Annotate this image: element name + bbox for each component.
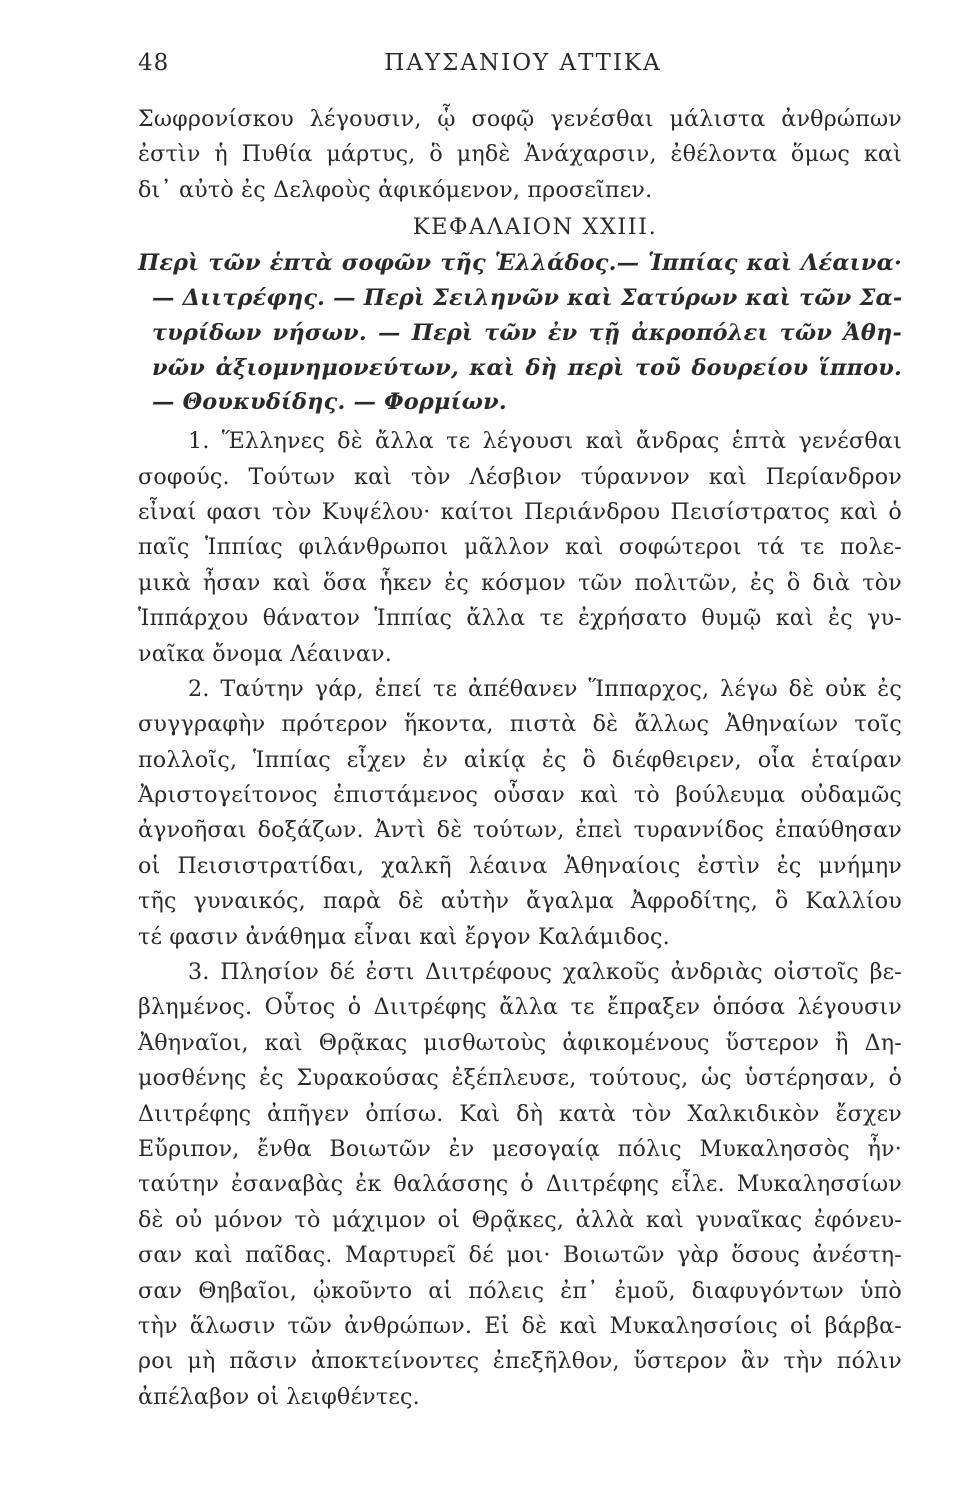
text-line: Ἀριστογείτονος ἐπιστάμενος οὖσαν καὶ τὸ βούλευμα οὐδαμῶς [138,782,902,809]
text-line: Διιτρέφης ἀπῆγεν ὀπίσω. Καὶ δὴ κατὰ τὸν Χαλκιδικὸν ἔσχεν [138,1100,902,1127]
text-line: 3. Πλησίον δέ ἐστι Διιτρέφους χαλκοῦς ἀνδριὰς οἰστοῖς βε- [188,959,902,986]
summary-line: — Διιτρέφης. — Περὶ Σειληνῶν καὶ Σατύρων καὶ τῶν Σα- [152,284,903,311]
text-line: 1. Ἕλληνες δὲ ἄλλα τε λέγουσι καὶ ἄνδρας ἑπτὰ γενέσθαι [188,428,902,455]
paragraph-2 [138,672,902,955]
text-line: Σωφρονίσκου λέγουσιν, ᾧ σοφῷ γενέσθαι μάλιστα ἀνθρώπων [138,106,902,132]
text-line: ἀγνοῆσαι δοξάζων. Ἀντὶ δὲ τούτων, ἐπεὶ τυραννίδος ἐπαύθησαν [138,817,902,844]
text-line: 2. Ταύτην γάρ, ἐπεί τε ἀπέθανεν Ἵππαρχος, λέγω δὲ οὐκ ἐς [188,675,902,702]
text-line: ἐστὶν ἡ Πυθία μάρτυς, ὃ μηδὲ Ἀνάχαρσιν, ἐθέλοντα ὅμως καὶ [138,141,902,168]
paragraph-1 [138,424,902,672]
text-line: δι᾽ αὐτὸ ἐς Δελφοὺς ἀφικόμενον, προσεῖπεν. [138,176,653,203]
text-line: μοσθένης ἐς Συρακούσας ἐξέπλευσε, τούτους, ὡς ὑστέρησαν, ὁ [138,1065,902,1092]
text-line: τὴν ἅλωσιν τῶν ἀνθρώπων. Εἰ δὲ καὶ Μυκαλησσίοις οἱ βάρβα- [138,1312,902,1339]
body-text [138,102,902,1415]
text-line: μικὰ ἦσαν καὶ ὅσα ἧκεν ἐς κόσμον τῶν πολιτῶν, ἐς ὃ διὰ τὸν [138,569,902,596]
summary-line: τυρίδων νήσων. — Περὶ τῶν ἐν τῇ ἀκροπόλει τῶν Ἀθη- [152,319,902,346]
text-line: εἶναί φασι τὸν Κυψέλου· καίτοι Περιάνδρου Πεισίστρατος καὶ ὁ [138,498,902,525]
chapter-heading: ΚΕΦΑΛΑΙΟΝ XXIII. [412,214,658,241]
chapter-summary [138,246,902,420]
text-line: τῆς γυναικός, παρὰ δὲ αὐτὴν ἄγαλμα Ἀφροδίτης, ὃ Καλλίου [138,888,902,915]
text-line: σοφούς. Τούτων καὶ τὸν Λέσβιον τύραννον καὶ Περίανδρον [138,463,902,490]
text-line: πολλοῖς, Ἱππίας εἶχεν ἐν αἰκίᾳ ἐς ὃ διέφθειρεν, οἷα ἑταίραν [138,746,902,773]
summary-line: Περὶ τῶν ἑπτὰ σοφῶν τῆς Ἑλλάδος.— Ἱππίας καὶ Λέαινα· [138,250,902,277]
page-number: 48 [138,50,170,76]
text-line: σαν Θηβαῖοι, ᾠκοῦντο αἱ πόλεις ἐπ᾽ ἐμοῦ, διαφυγόντων ὑπὸ [138,1277,902,1304]
text-line: ναῖκα ὄνομα Λέαιναν. [138,640,392,667]
text-line: συγγραφὴν πρότερον ἥκοντα, πιστὰ δὲ ἄλλως Ἀθηναίων τοῖς [138,711,902,738]
text-line: οἱ Πεισιστρατίδαι, χαλκῆ λέαινα Ἀθηναίοις ἐστὶν ἐς μνήμην [138,852,902,879]
text-line: ταύτην ἐσαναβὰς ἐκ θαλάσσης ὁ Διιτρέφης εἷλε. Μυκαλησσίων [138,1171,902,1198]
summary-line: νῶν ἀξιομνημονεύτων, καὶ δὴ περὶ τοῦ δουρείου ἵππου. [152,354,902,381]
text-line: τέ φασιν ἀνάθημα εἶναι καὶ ἔργον Καλάμιδος. [138,923,670,950]
text-line: ἀπέλαβον οἱ λειφθέντες. [138,1383,420,1410]
text-line: παῖς Ἱππίας φιλάνθρωποι μᾶλλον καὶ σοφώτεροι τά τε πολε- [138,534,902,561]
text-line: Ἱππάρχου θάνατον Ἱππίας ἄλλα τε ἐχρήσατο θυμῷ καὶ ἐς γυ- [138,605,902,632]
page-header [138,50,908,86]
paragraph-3 [138,955,902,1415]
text-line: Ἀθηναῖοι, καὶ Θρᾷκας μισθωτοὺς ἀφικομένους ὕστερον ἢ Δη- [138,1029,902,1056]
text-line: βλημένος. Οὗτος ὁ Διιτρέφης ἄλλα τε ἔπραξεν ὁπόσα λέγουσιν [138,994,902,1021]
text-line: σαν καὶ παῖδας. Μαρτυρεῖ δέ μοι· Βοιωτῶν γὰρ ὅσους ἀνέστη- [138,1242,902,1269]
text-line: ροι μὴ πᾶσιν ἀποκτείνοντες ἐπεξῆλθον, ὕστερον ἂν τὴν πόλιν [138,1348,902,1375]
text-line: Εὔριπον, ἔνθα Βοιωτῶν ἐν μεσογαίᾳ πόλις Μυκαλησσὸς ἦν· [138,1135,902,1162]
running-title: ΠΑΥΣΑΝΙΟΥ ΑΤΤΙΚΑ [384,50,662,76]
text-line: δὲ οὐ μόνον τὸ μάχιμον οἱ Θρᾷκες, ἀλλὰ καὶ γυναῖκας ἐφόνευ- [138,1206,902,1233]
summary-line: — Θουκυδίδης. — Φορμίων. [152,389,507,416]
opening-passage [138,102,902,208]
